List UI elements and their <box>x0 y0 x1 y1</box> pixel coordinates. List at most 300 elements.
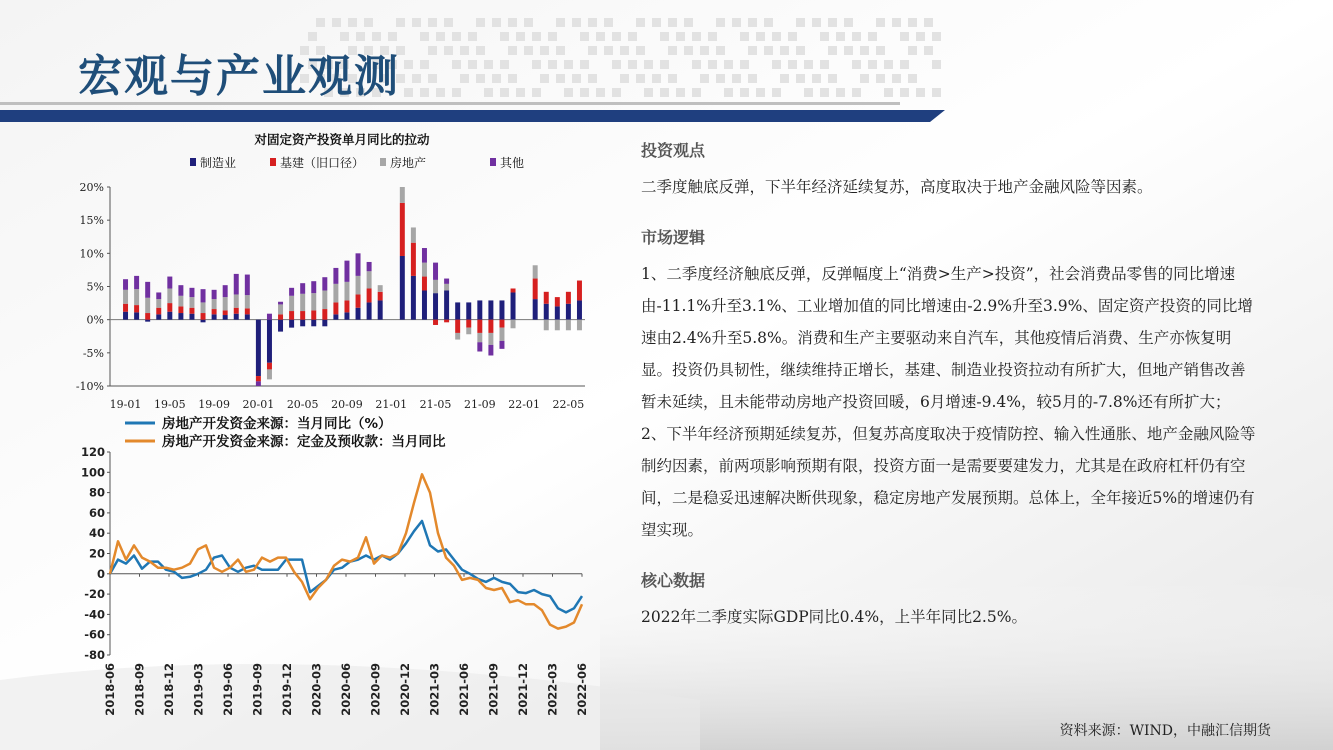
map-dot <box>820 88 829 97</box>
map-dot <box>844 46 853 55</box>
map-dot <box>516 88 525 97</box>
real-estate-funding-chart <box>70 410 595 720</box>
map-dot <box>932 60 941 69</box>
bar-segment <box>178 296 183 307</box>
map-dot <box>564 88 573 97</box>
bar-segment <box>499 341 504 349</box>
bar-segment <box>433 263 438 280</box>
bar-segment <box>278 320 283 332</box>
bar-segment <box>167 303 172 312</box>
map-dot <box>548 32 557 41</box>
bar-segment <box>455 302 460 319</box>
bar-segment <box>378 285 383 292</box>
map-dot <box>556 74 565 83</box>
bar-segment <box>499 300 504 319</box>
bar-segment <box>234 274 239 295</box>
bar-segment <box>145 320 150 322</box>
section-paragraph: 二季度触底反弹，下半年经济延续复苏，高度取决于地产金融风险等因素。 <box>641 178 1153 196</box>
map-dot <box>716 74 725 83</box>
bar-segment <box>378 300 383 319</box>
map-dot <box>700 74 709 83</box>
map-dot <box>716 46 725 55</box>
y-tick-label: 10% <box>79 247 104 261</box>
x-tick-label: 20-01 <box>242 398 275 411</box>
map-dot <box>476 46 485 55</box>
map-dot <box>740 32 749 41</box>
section-heading: 核心数据 <box>641 571 706 590</box>
map-dot <box>492 74 501 83</box>
map-dot <box>604 18 613 27</box>
map-dot <box>668 74 677 83</box>
bar-segment <box>167 312 172 320</box>
bar-segment <box>322 290 327 309</box>
bar-segment <box>300 320 305 327</box>
map-dot <box>532 88 541 97</box>
bar-segment <box>566 320 571 331</box>
legend-label: 房地产开发资金来源：当月同比（%） <box>162 416 392 432</box>
map-dot <box>572 18 581 27</box>
map-dot <box>812 74 821 83</box>
map-dot <box>524 46 533 55</box>
x-tick-label: 2021-06 <box>457 663 471 716</box>
commentary-panel <box>641 138 1256 633</box>
map-dot <box>428 46 437 55</box>
bar-segment <box>400 187 405 203</box>
map-dot <box>660 88 669 97</box>
bar-segment <box>544 304 549 320</box>
map-dot <box>788 60 797 69</box>
map-dot <box>580 60 589 69</box>
x-tick-label: 2021-12 <box>516 663 530 716</box>
bar-segment <box>544 292 549 304</box>
bar-segment <box>577 281 582 301</box>
section-market-logic <box>641 225 1256 546</box>
map-dot <box>844 18 853 27</box>
x-tick-label: 2018-06 <box>103 663 117 716</box>
bar-segment <box>411 243 416 276</box>
bar-segment <box>300 283 305 294</box>
map-dot <box>660 60 669 69</box>
x-tick-label: 2020-12 <box>398 663 412 716</box>
map-dot <box>748 74 757 83</box>
bar-segment <box>444 290 449 319</box>
map-dot <box>652 74 661 83</box>
map-dot <box>604 46 613 55</box>
map-dot <box>804 60 813 69</box>
bar-segment <box>212 290 217 299</box>
map-dot <box>636 46 645 55</box>
map-dot <box>404 88 413 97</box>
bar-segment <box>356 294 361 307</box>
y-tick-label: -40 <box>84 607 105 622</box>
map-dot <box>724 60 733 69</box>
y-tick-label: 5% <box>86 280 104 294</box>
map-dot <box>780 74 789 83</box>
legend-label: 房地产 <box>390 156 427 170</box>
bar-segment <box>189 314 194 320</box>
bar-segment <box>344 300 349 312</box>
bar-segment <box>245 314 250 319</box>
map-dot <box>580 88 589 97</box>
bar-segment <box>477 300 482 319</box>
bar-segment <box>422 277 427 291</box>
map-dot <box>660 32 669 41</box>
map-dot <box>924 46 933 55</box>
x-tick-label: 2021-03 <box>427 663 442 716</box>
bar-segment <box>156 299 161 308</box>
x-tick-label: 21-09 <box>463 398 496 411</box>
bar-segment <box>234 308 239 314</box>
bar-segment <box>223 285 228 297</box>
map-dot <box>636 18 645 27</box>
bar-segment <box>267 369 272 379</box>
map-dot <box>428 74 437 83</box>
bar-segment <box>499 328 504 341</box>
map-dot <box>564 60 573 69</box>
bar-segment <box>488 300 493 319</box>
map-dot <box>684 18 693 27</box>
bar-segment <box>123 304 128 312</box>
map-dot <box>812 18 821 27</box>
x-tick-label: 2019-03 <box>191 663 206 716</box>
map-dot <box>732 74 741 83</box>
map-dot <box>748 46 757 55</box>
map-dot <box>508 46 517 55</box>
bar-segment <box>356 253 361 276</box>
legend-label: 其他 <box>500 156 525 170</box>
legend-swatch <box>380 158 386 166</box>
fixed-asset-investment-chart <box>70 122 595 417</box>
map-dot <box>452 32 461 41</box>
bar-segment <box>167 288 172 303</box>
map-dot <box>900 88 909 97</box>
bar-segment <box>378 292 383 301</box>
bar-segment <box>422 248 427 263</box>
map-dot <box>900 60 909 69</box>
map-dot <box>692 88 701 97</box>
section-heading: 市场逻辑 <box>641 228 706 247</box>
bar-segment <box>145 298 150 313</box>
bar-segment <box>477 333 482 342</box>
map-dot <box>444 46 453 55</box>
x-tick-label: 2019-06 <box>221 663 235 716</box>
section-investment-view <box>641 138 1256 203</box>
map-dot <box>876 74 885 83</box>
x-tick-label: 2022-06 <box>575 663 589 716</box>
bar-segment <box>300 311 305 320</box>
map-dot <box>788 32 797 41</box>
map-dot <box>500 60 509 69</box>
bar-segment <box>245 308 250 314</box>
map-dot <box>756 32 765 41</box>
x-tick-label: 2022-03 <box>545 663 560 716</box>
y-tick-label: 80 <box>88 485 105 500</box>
map-dot <box>820 60 829 69</box>
bar-segment <box>356 308 361 320</box>
y-tick-label: 100 <box>80 465 105 480</box>
bar-segment <box>411 276 416 320</box>
section-core-data <box>641 568 1256 633</box>
bar-segment <box>566 292 571 304</box>
map-dot <box>796 46 805 55</box>
x-tick-label: 19-05 <box>153 398 186 411</box>
y-tick-label: 60 <box>88 505 105 520</box>
bar-segment <box>333 302 338 314</box>
y-tick-label: 0% <box>86 313 104 327</box>
map-dot <box>852 32 861 41</box>
x-tick-label: 22-05 <box>552 398 585 411</box>
map-dot <box>348 18 357 27</box>
map-dot <box>780 46 789 55</box>
bar-segment <box>145 282 150 298</box>
legend-label: 房地产开发资金来源：定金及预收款：当月同比 <box>162 434 446 450</box>
bar-segment <box>178 306 183 313</box>
y-tick-label: 40 <box>88 526 105 541</box>
x-tick-label: 2018-09 <box>132 663 147 716</box>
map-dot <box>612 60 621 69</box>
section-paragraph: 2022年二季度实际GDP同比0.4%，上半年同比2.5%。 <box>641 608 1027 626</box>
section-paragraph: 1、二季度经济触底反弹，反弹幅度上“消费>生产>投资”，社会消费品零售的同比增速由-11.1%升至3.1%、工业增加值的同比增速由-2.9%升至3.9%、固定资产投资的同比增速由2.4%升至5.8%。消费和生产主要驱动来自汽车，其他疫情后消费、生产亦恢复明显。投资仍具韧性，继续维持正增长，基建、制造业投资拉动有所扩大，但地产销售改善暂未延续，且未能带动房地产投资回暖，6月增速-9.4%，较5月的-7.8%还有所扩大； <box>641 265 1253 411</box>
bar-segment <box>488 320 493 333</box>
bar-segment <box>289 296 294 311</box>
bar-segment <box>212 314 217 319</box>
map-dot <box>860 46 869 55</box>
x-tick-label: 21-01 <box>375 398 408 411</box>
y-tick-label: 15% <box>79 214 104 228</box>
map-dot <box>772 88 781 97</box>
bar-segment <box>267 314 272 320</box>
bar-segment <box>201 289 206 302</box>
map-dot <box>916 32 925 41</box>
bar-segment <box>223 310 228 315</box>
map-dot <box>900 32 909 41</box>
series-line <box>110 521 582 612</box>
bar-segment <box>156 314 161 319</box>
map-dot <box>428 18 437 27</box>
bar-segment <box>533 279 538 300</box>
map-dot <box>884 88 893 97</box>
bar-segment <box>123 279 128 290</box>
bar-segment <box>123 312 128 320</box>
map-dot <box>540 74 549 83</box>
bar-segment <box>577 300 582 319</box>
bar-segment <box>566 304 571 320</box>
map-dot <box>740 88 749 97</box>
y-tick-label: 20 <box>88 546 105 561</box>
page-title: 宏观与产业观测 <box>78 51 400 102</box>
x-tick-label: 19-09 <box>198 398 230 411</box>
bar-segment <box>189 297 194 308</box>
map-dot <box>572 74 581 83</box>
bar-segment <box>499 320 504 328</box>
bar-segment <box>245 295 250 308</box>
map-dot <box>588 74 597 83</box>
bar-segment <box>433 293 438 320</box>
map-dot <box>420 60 429 69</box>
map-dot <box>924 18 933 27</box>
legend-swatch <box>190 158 196 166</box>
map-dot <box>396 18 405 27</box>
bar-segment <box>201 302 206 313</box>
map-dot <box>724 88 733 97</box>
bar-segment <box>533 299 538 320</box>
legend-label: 制造业 <box>200 156 237 170</box>
bar-segment <box>201 313 206 320</box>
bar-segment <box>278 304 283 314</box>
bar-segment <box>444 284 449 291</box>
map-dot <box>508 18 517 27</box>
map-dot <box>500 88 509 97</box>
map-dot <box>732 18 741 27</box>
map-dot <box>596 32 605 41</box>
map-dot <box>452 88 461 97</box>
x-tick-label: 2019-09 <box>250 663 265 716</box>
map-dot <box>852 60 861 69</box>
bar-segment <box>311 310 316 319</box>
x-tick-label: 20-09 <box>331 398 363 411</box>
bar-segment <box>245 275 250 296</box>
bar-segment <box>511 320 516 329</box>
map-dot <box>884 60 893 69</box>
map-dot <box>332 18 341 27</box>
map-dot <box>708 32 717 41</box>
bar-segment <box>311 281 316 293</box>
map-dot <box>588 18 597 27</box>
bar-segment <box>333 284 338 303</box>
map-dot <box>612 88 621 97</box>
bar-segment <box>466 320 471 328</box>
y-tick-label: 120 <box>80 445 105 459</box>
map-dot <box>476 74 485 83</box>
section-heading: 投资观点 <box>641 141 706 160</box>
map-dot <box>364 18 373 27</box>
map-dot <box>556 46 565 55</box>
bar-segment <box>488 333 493 345</box>
map-dot <box>764 18 773 27</box>
bar-segment <box>555 320 560 331</box>
bar-segment <box>400 203 405 256</box>
bar-segment <box>300 294 305 311</box>
bar-segment <box>555 297 560 306</box>
map-dot <box>484 88 493 97</box>
map-dot <box>556 18 565 27</box>
bar-segment <box>455 320 460 333</box>
bar-segment <box>367 288 372 302</box>
map-dot <box>932 88 941 97</box>
bar-segment <box>278 302 283 305</box>
map-dot <box>500 32 509 41</box>
bar-segment <box>344 312 349 319</box>
map-dot <box>476 18 485 27</box>
bar-segment <box>488 345 493 356</box>
legend-swatch <box>490 158 496 166</box>
bar-segment <box>267 320 272 363</box>
bar-segment <box>400 256 405 320</box>
bar-segment <box>477 320 482 333</box>
bar-segment <box>189 308 194 314</box>
bar-segment <box>134 312 139 319</box>
map-dot <box>492 18 501 27</box>
map-dot <box>668 46 677 55</box>
map-dot <box>676 88 685 97</box>
map-dot <box>748 18 757 27</box>
map-dot <box>700 46 709 55</box>
map-dot <box>708 60 717 69</box>
x-tick-label: 2019-12 <box>280 663 294 716</box>
bar-segment <box>367 302 372 319</box>
bar-segment <box>477 342 482 351</box>
map-dot <box>508 74 517 83</box>
map-dot <box>540 46 549 55</box>
map-dot <box>316 18 325 27</box>
map-dot <box>716 18 725 27</box>
map-dot <box>932 32 941 41</box>
bar-segment <box>511 288 516 292</box>
map-dot <box>444 18 453 27</box>
bar-segment <box>311 293 316 310</box>
map-dot <box>852 88 861 97</box>
legend-label: 基建（旧口径） <box>280 156 365 170</box>
map-dot <box>468 32 477 41</box>
map-dot <box>908 18 917 27</box>
bar-segment <box>234 314 239 320</box>
bar-segment <box>333 268 338 284</box>
x-tick-label: 2018-12 <box>162 663 176 716</box>
bar-segment <box>433 280 438 293</box>
map-dot <box>628 32 637 41</box>
bar-segment <box>178 285 183 296</box>
map-dot <box>412 18 421 27</box>
bar-segment <box>433 320 438 325</box>
map-dot <box>908 46 917 55</box>
map-dot <box>580 32 589 41</box>
bar-segment <box>289 288 294 296</box>
map-dot <box>524 18 533 27</box>
bar-segment <box>123 290 128 304</box>
bar-segment <box>533 265 538 278</box>
x-tick-label: 20-05 <box>286 398 319 411</box>
bar-segment <box>367 262 372 271</box>
bar-segment <box>466 328 471 335</box>
map-dot <box>796 74 805 83</box>
x-tick-label: 2020-03 <box>309 663 324 716</box>
map-dot <box>868 60 877 69</box>
y-tick-label: -80 <box>84 648 105 662</box>
map-dot <box>636 74 645 83</box>
map-dot <box>644 60 653 69</box>
bar-segment <box>256 381 261 386</box>
map-dot <box>892 18 901 27</box>
bar-segment <box>145 313 150 320</box>
map-dot <box>620 46 629 55</box>
bar-segment <box>167 277 172 289</box>
map-dot <box>684 46 693 55</box>
map-dot <box>460 46 469 55</box>
map-dot <box>620 74 629 83</box>
bar-segment <box>344 261 349 282</box>
map-dot <box>836 32 845 41</box>
y-tick-label: 0 <box>96 566 105 581</box>
bar-segment <box>289 311 294 320</box>
map-dot <box>772 60 781 69</box>
bar-segment <box>577 320 582 331</box>
map-dot <box>868 32 877 41</box>
bar-segment <box>156 308 161 315</box>
map-dot <box>628 60 637 69</box>
bar-segment <box>455 333 460 340</box>
map-dot <box>740 60 749 69</box>
bar-segment <box>444 320 449 323</box>
